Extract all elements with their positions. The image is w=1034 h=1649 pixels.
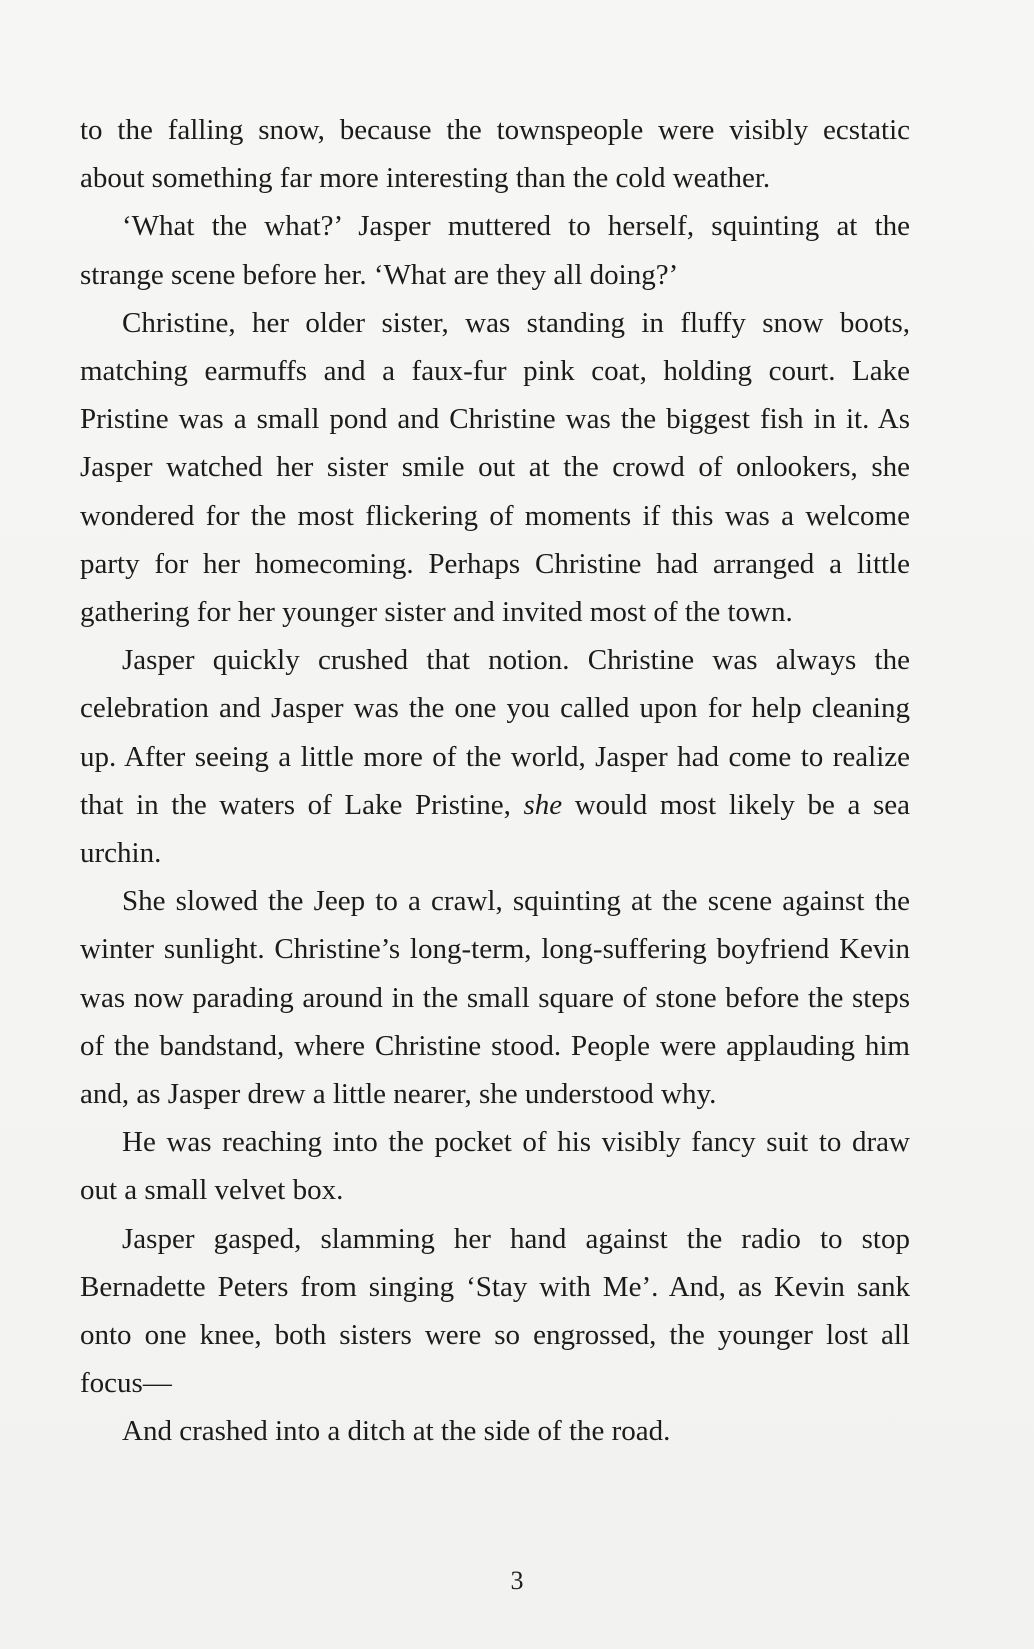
paragraph-4-emphasis: she [523,788,563,821]
paragraph-6: He was reaching into the pocket of his visibly fancy suit to draw out a small velvet box. [80,1126,910,1207]
paragraph-5: She slowed the Jeep to a crawl, squinting at the scene against the winter sunlight. Christine’s long-term, long-suffering boyfriend Kevin was now parading around in the small square of stone before the steps of the bandstand, where Christine stood. People were applauding him and, as Jasper drew a little nearer, she understood why. [80,885,910,1111]
paragraph-7: Jasper gasped, slamming her hand against the radio to stop Bernadette Peters from singing ‘Stay with Me’. And, as Kevin sank onto one knee, both sisters were so engrossed, the younger lost all focus— [80,1222,910,1400]
body-text [80,106,910,1456]
page-number: 3 [510,1566,524,1595]
paragraph-3: Christine, her older sister, was standing in fluffy snow boots, matching earmuffs and a faux-fur pink coat, holding court. Lake Pristine was a small pond and Christine was the biggest fish in it. As Jasper watched her sister smile out at the crowd of onlookers, she wondered for the most flickering of moments if this was a welcome party for her homecoming. Perhaps Christine had arranged a little gathering for her younger sister and invited most of the town. [80,306,910,629]
paragraph-1: to the falling snow, because the townspeople were visibly ecstatic about something far more interesting than the cold weather. [80,114,910,195]
paragraph-4 [80,636,910,877]
paragraph-4-text-a: Jasper quickly crushed that notion. Christine was always the celebration and Jasper was the one you called upon for help cleaning up. After seeing a little more of the world, Jasper had come to realize that in the waters of Lake Pristine, [80,644,910,821]
paragraph-4-text-b: would most likely be a sea urchin. [80,788,911,870]
paragraph-2: ‘What the what?’ Jasper muttered to herself, squinting at the strange scene before her. ‘What are they all doing?’ [80,210,910,291]
paragraph-8: And crashed into a ditch at the side of the road. [122,1415,671,1448]
